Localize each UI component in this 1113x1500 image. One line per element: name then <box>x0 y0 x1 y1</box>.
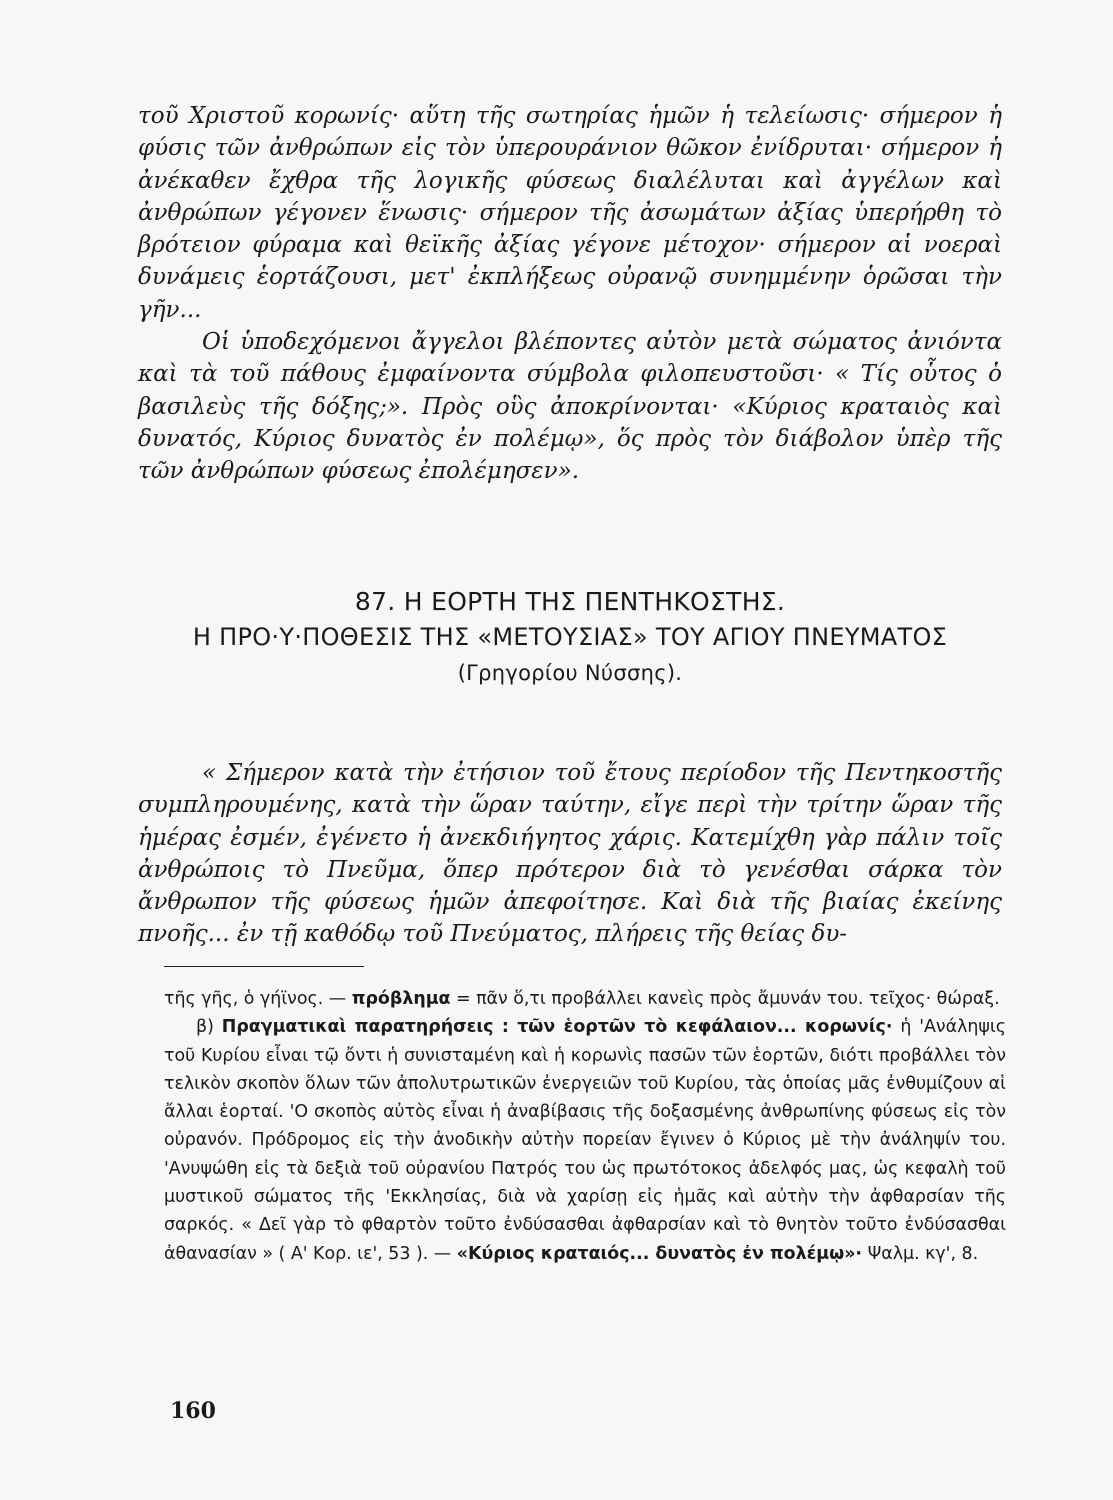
footnote-2 <box>164 1013 1006 1268</box>
paragraph-top-1: τοῦ Χριστοῦ κορωνίς· αὕτη τῆς σωτηρίας ἡμῶν ἡ τελείωσις· σήμερον ἡ φύσις τῶν ἀνθρώπων εἰς τὸν ὑπερουράνιον θῶκον ἐνίδρυται· σήμερον ἡ ἀνέκαθεν ἔχθρα τῆς λογικῆς φύσεως διαλέλυται καὶ ἀγγέλων καὶ ἀνθρώπων γέγονεν ἕνωσις· σήμερον τῆς ἀσωμάτων ἀξίας ὑπερήρθη τὸ βρότειον φύραμα καὶ θεϊκῆς ἀξίας γέγονε μέτοχον· σήμερον αἱ νοεραὶ δυνάμεις ἑορτάζουσι, μετ' ἐκπλήξεως οὐρανῷ συνημμένην ὁρῶσαι τὴν γῆν... <box>138 103 1002 323</box>
footnote-2-ref: Ψαλμ. κγ', 8. <box>862 1243 979 1264</box>
footnote-2-text: ἡ 'Ανάληψις τοῦ Κυρίου εἶναι τῷ ὄντι ἡ συνισταμένη καὶ ἡ κορωνὶς πασῶν τῶν ἑορτῶν, διότι προβάλλει τὸν τελικὸν σκοπὸν ὅλων τῶν ἀπολυτρωτικῶν ἐνεργειῶν τοῦ Κυρίου, τὰς ὁποίας μᾶς ἐνθυμίζουν αἱ ἄλλαι ἑορταί. 'Ο σκοπὸς αὐτὸς εἶναι ἡ ἀναβίβασις τῆς δοξασμένης ἀνθρωπίνης φύσεως εἰς τὸν οὐρανόν. Πρόδρομος εἰς τὴν ἀνοδικὴν αὐτὴν πορείαν ἔγινεν ὁ Κύριος μὲ τὴν ἀνάληψίν του. 'Ανυψώθη εἰς τὰ δεξιὰ τοῦ οὐρανίου Πατρός του ὡς πρωτότοκος ἀδελφός μας, ὡς κεφαλὴ τοῦ μυστικοῦ σώματος τῆς 'Εκκλησίας, διὰ νὰ χαρίσῃ εἰς ἡμᾶς καὶ αὐτὴν τὴν ἀφθαρσίαν τῆς σαρκός. « Δεῖ γὰρ τὸ φθαρτὸν τοῦτο ἐνδύσασθαι ἀφθαρσίαν καὶ τὸ θνητὸν τοῦτο ἐνδύσασθαι ἀθανασίαν » ( Α' Κορ. ιε', 53 ). — <box>164 1017 1006 1264</box>
paragraph-top-2: Οἱ ὑποδεχόμενοι ἄγγελοι βλέποντες αὐτὸν μετὰ σώματος ἀνιόντα καὶ τὰ τοῦ πάθους ἐμφαίνοντα σύμβολα φιλοπευστοῦσι· « Τίς οὗτος ὁ βασιλεὺς τῆς δόξης;». Πρὸς οὓς ἀποκρίνονται· «Κύριος κραταιὸς καὶ δυνατός, Κύριος δυνατὸς ἐν πολέμῳ», ὅς πρὸς τὸν διάβολον ὑπὲρ τῆς τῶν ἀνθρώπων φύσεως ἐπολέμησεν». <box>138 329 1002 485</box>
footnote-1 <box>164 985 1006 1013</box>
footnote-2-label: β) <box>196 1017 222 1038</box>
footnote-1-text-a: τῆς γῆς, ὁ γήϊνος. — <box>164 989 352 1009</box>
footnote-1-text-b: = πᾶν ὅ,τι προβάλλει κανεὶς πρὸς ἄμυνάν του. τεῖχος· θώραξ. <box>450 989 1000 1009</box>
section-subheading: Η ΠΡΟ·Υ·ΠΟΘΕΣΙΣ ΤΗΣ «ΜΕΤΟΥΣΙΑΣ» ΤΟΥ ΑΓΙΟΥ ΠΝΕΥΜΑΤΟΣ <box>192 623 948 651</box>
footnote-divider <box>164 966 364 967</box>
footnote-2-quote: «Κύριος κραταιός... δυνατὸς ἐν πολέμῳ»· <box>456 1243 863 1264</box>
section-author: (Γρηγορίου Νύσσης). <box>457 661 683 685</box>
section-body-text: « Σήμερον κατὰ τὴν ἐτήσιον τοῦ ἔτους περίοδον τῆς Πεντηκοστῆς συμπληρουμένης, κατὰ τὴν ὥραν ταύτην, εἴγε περὶ τὴν τρίτην ὥραν τῆς ἡμέρας ἐσμέν, ἐγένετο ἡ ἀνεκδιήγητος χάρις. Κατεμίχθη γὰρ πάλιν τοῖς ἀνθρώποις τὸ Πνεῦμα, ὅπερ πρότερον διὰ τὸ γενέσθαι σάρκα τὸν ἄνθρωπον τῆς φύσεως ἡμῶν ἀπεφοίτησε. Καὶ διὰ τῆς βιαίας ἐκείνης πνοῆς... ἐν τῇ καθόδῳ τοῦ Πνεύματος, πλήρεις τῆς θείας δυ- <box>138 760 1002 948</box>
page-number: 160 <box>170 1398 216 1424</box>
footnote-2-title: Πραγματικαὶ παρατηρήσεις : τῶν ἑορτῶν τὸ κεφάλαιον... κορωνίς· <box>221 1017 893 1038</box>
footnotes <box>164 985 1006 1268</box>
section-heading: 87. Η ΕΟΡΤΗ ΤΗΣ ΠΕΝΤΗΚΟΣΤΗΣ. <box>354 587 786 616</box>
footnote-1-term: πρόβλημα <box>351 989 451 1009</box>
